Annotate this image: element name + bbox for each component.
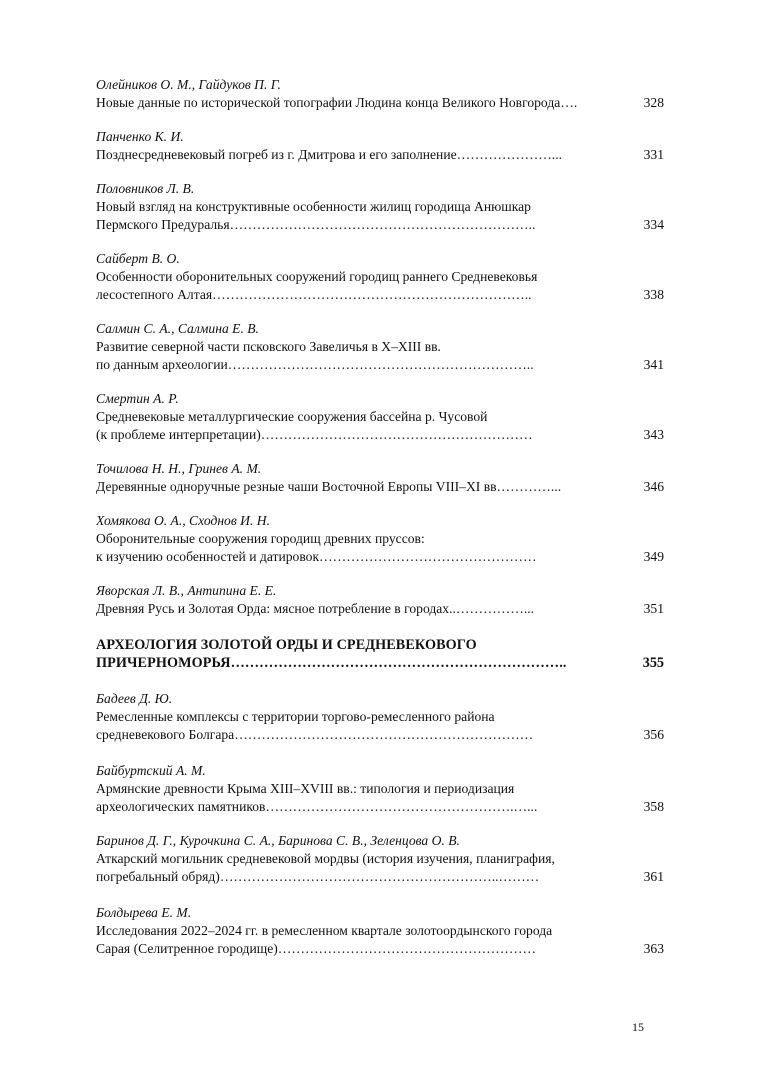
toc-entry-title-line: к изучению особенностей и датировок………………………………………… — [96, 549, 537, 564]
toc-entry-author: Байбуртский А. М. — [96, 763, 206, 778]
toc-entry-author: Смертин А. Р. — [96, 391, 179, 406]
toc-entry-page: 338 — [643, 287, 664, 302]
toc-entry-title-line: Новые данные по исторической топографии Людина конца Великого Новгорода…. — [96, 95, 578, 110]
toc-entry-author: Бадеев Д. Ю. — [96, 691, 173, 706]
toc-entry-author: Болдырева Е. М. — [96, 905, 192, 920]
toc-entry-page: 328 — [643, 95, 664, 110]
toc-entry — [96, 390, 664, 444]
toc-entry — [96, 762, 664, 816]
toc-entry-title-line: Средневековые металлургические сооружения бассейна р. Чусовой — [96, 409, 488, 424]
toc-entry-author: Половников Л. В. — [96, 181, 195, 196]
toc-entry-page: 334 — [643, 217, 664, 232]
toc-entry-title-line: лесостепного Алтая…………………………………………………………….. — [96, 287, 532, 302]
toc-entry-title-line: (к проблеме интерпретации)…………………………………………………… — [96, 427, 533, 442]
toc-entry-author: Панченко К. И. — [96, 129, 184, 144]
toc-entry-title-line: археологических памятников……………………………………………….…... — [96, 799, 538, 814]
toc-entry-title-line: Армянские древности Крыма XIII–XVIII вв.: типология и периодизация — [96, 781, 515, 796]
toc-entry-author: Баринов Д. Г., Курочкина С. А., Баринова С. В., Зеленцова О. В. — [96, 833, 460, 848]
toc-entry — [96, 180, 664, 234]
toc-entry-page: 331 — [643, 147, 664, 162]
toc-entry — [96, 460, 664, 496]
toc-entry-title-line: Исследования 2022–2024 гг. в ремесленном квартале золотоордынского города — [96, 923, 553, 938]
toc-entry-title-line: Аткарский могильник средневековой мордвы (история изучения, планиграфия, — [96, 851, 555, 866]
toc-entry-title-line: Древняя Русь и Золотая Орда: мясное потребление в городах..……………... — [96, 601, 535, 616]
toc-entry — [96, 690, 664, 744]
toc-entry-title-line: Пермского Предуралья………………………………………………………….. — [96, 217, 536, 232]
toc-entry — [96, 582, 664, 618]
toc-section-title-line: АРХЕОЛОГИЯ ЗОЛОТОЙ ОРДЫ И СРЕДНЕВЕКОВОГО — [96, 637, 477, 653]
toc-entry-title-line: Ремесленные комплексы с территории торгово-ремесленного района — [96, 709, 495, 724]
toc-entry — [96, 250, 664, 304]
toc-entry — [96, 832, 664, 886]
toc-entry-title-line: погребальный обряд)……………………………………………………..……… — [96, 869, 540, 884]
toc-entry-title-line: Сарая (Селитренное городище)………………………………………………… — [96, 941, 537, 956]
toc-entry-page: 355 — [642, 655, 664, 671]
toc-entry-page: 351 — [643, 601, 664, 616]
toc-section-title-line: ПРИЧЕРНОМОРЬЯ…………………………………………………………….. — [96, 655, 567, 671]
toc-entry-page: 349 — [643, 549, 664, 564]
toc-entry — [96, 904, 664, 958]
toc-entry-author: Точилова Н. Н., Гринев А. М. — [96, 461, 262, 476]
toc-entry-title-line: Оборонительные сооружения городищ древних пруссов: — [96, 531, 425, 546]
toc-entry — [96, 76, 664, 112]
toc-entry-title-line: Позднесредневековый погреб из г. Дмитрова и его заполнение…………………... — [96, 147, 562, 162]
toc-entry-page: 358 — [643, 799, 664, 814]
toc-entry-title-line: Деревянные одноручные резные чаши Восточной Европы VIII–XI вв…………... — [96, 479, 562, 494]
toc-entry-author: Салмин С. А., Салмина Е. В. — [96, 321, 259, 336]
toc-entry-title-line: Особенности оборонительных сооружений городищ раннего Средневековья — [96, 269, 538, 284]
toc-entry-author: Яворская Л. В., Антипина Е. Е. — [96, 583, 277, 598]
toc-entry-title-line: Новый взгляд на конструктивные особенности жилищ городища Анюшкар — [96, 199, 531, 214]
toc-section-heading — [96, 636, 664, 672]
toc-entry-author: Олейников О. М., Гайдуков П. Г. — [96, 77, 281, 92]
toc-entry-title-line: Развитие северной части псковского Завеличья в X–XIII вв. — [96, 339, 441, 354]
toc-entry — [96, 128, 664, 164]
toc-entry-title-line: средневекового Болгара………………………………………………………… — [96, 727, 534, 742]
page-number: 15 — [632, 1020, 644, 1034]
toc-entry-author: Сайберт В. О. — [96, 251, 180, 266]
toc-entry-page: 356 — [643, 727, 664, 742]
toc-entry — [96, 512, 664, 566]
toc-entry-page: 361 — [643, 869, 664, 884]
toc-entry-page: 346 — [643, 479, 664, 494]
toc-entry-title-line: по данным археологии………………………………………………………….. — [96, 357, 534, 372]
toc-entry-page: 341 — [643, 357, 664, 372]
toc-entry — [96, 320, 664, 374]
toc-entry-page: 343 — [643, 427, 664, 442]
toc-entry-author: Хомякова О. А., Сходнов И. Н. — [96, 513, 270, 528]
toc-entry-page: 363 — [643, 941, 664, 956]
